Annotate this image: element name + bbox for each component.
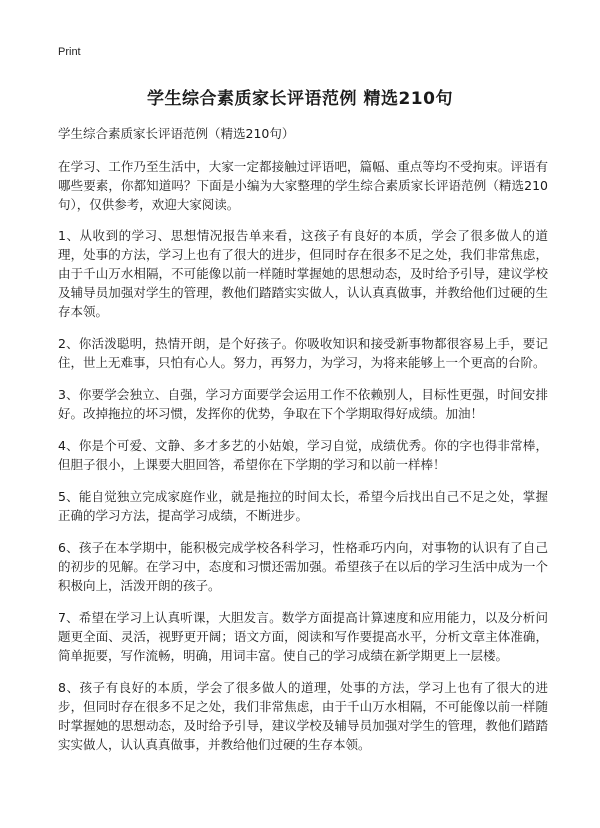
intro-paragraph: 在学习、工作乃至生活中，大家一定都接触过评语吧，篇幅、重点等均不受拘束。评语有哪些要素，你都知道吗？下面是小编为大家整理的学生综合素质家长评语范例（精选210句），仅供参考，欢迎大家阅读。 (58, 159, 548, 212)
print-link[interactable]: Print (58, 46, 81, 58)
comment-item-3: 3、你要学会独立、自强，学习方面要学会运用工作不依赖别人，目标性更强，时间安排好。改掉拖拉的坏习惯，发挥你的优势，争取在下个学期取得好成绩。加油！ (58, 387, 548, 421)
document-subtitle: 学生综合素质家长评语范例（精选210句） (58, 126, 295, 141)
comment-item-2: 2、你活泼聪明，热情开朗，是个好孩子。你吸收知识和接受新事物都很容易上手，要记住，世上无难事，只怕有心人。努力，再努力，为学习，为将来能够上一个更高的台阶。 (58, 336, 548, 370)
comment-item-5: 5、能自觉独立完成家庭作业，就是拖拉的时间太长，希望今后找出自己不足之处，掌握正确的学习方法，提高学习成绩，不断进步。 (58, 489, 548, 523)
page-title: 学生综合素质家长评语范例 精选210句 (147, 89, 453, 109)
comment-item-6: 6、孩子在本学期中，能积极完成学校各科学习，性格乖巧内向，对事物的认识有了自己的初步的见解。在学习中，态度和习惯还需加强。希望孩子在以后的学习生活中成为一个积极向上，活泼开朗的孩子。 (58, 540, 548, 593)
document-body (58, 124, 548, 767)
comment-item-8: 8、孩子有良好的本质，学会了很多做人的道理，处事的方法，学习上也有了很大的进步，但同时存在很多不足之处，我们非常焦虑，由于千山万水相隔，不可能像以前一样随时掌握她的思想动态，及时给予引导，建议学校及辅导员加强对学生的管理，教他们踏踏实实做人，认认真真做事，并教给他们过硬的生存本领。 (58, 680, 548, 752)
comment-item-4: 4、你是个可爱、文静、多才多艺的小姑娘，学习自觉，成绩优秀。你的字也得非常棒，但胆子很小，上课要大胆回答，希望你在下学期的学习和以前一样棒！ (58, 438, 548, 472)
comment-item-1: 1、从收到的学习、思想情况报告单来看，这孩子有良好的本质，学会了很多做人的道理，处事的方法，学习上也有了很大的进步，但同时存在很多不足之处，我们非常焦虑，由于千山万水相隔，不可能像以前一样随时掌握她的思想动态，及时给予引导，建议学校及辅导员加强对学生的管理，教他们踏踏实实做人，认认真真做事，并教给他们过硬的生存本领。 (58, 228, 548, 319)
comment-item-7: 7、希望在学习上认真听课，大胆发言。数学方面提高计算速度和应用能力，以及分析问题更全面、灵活，视野更开阔；语文方面，阅读和写作要提高水平，分析文章主体准确，简单扼要，写作流畅，明确，用词丰富。使自己的学习成绩在新学期更上一层楼。 (58, 610, 548, 663)
